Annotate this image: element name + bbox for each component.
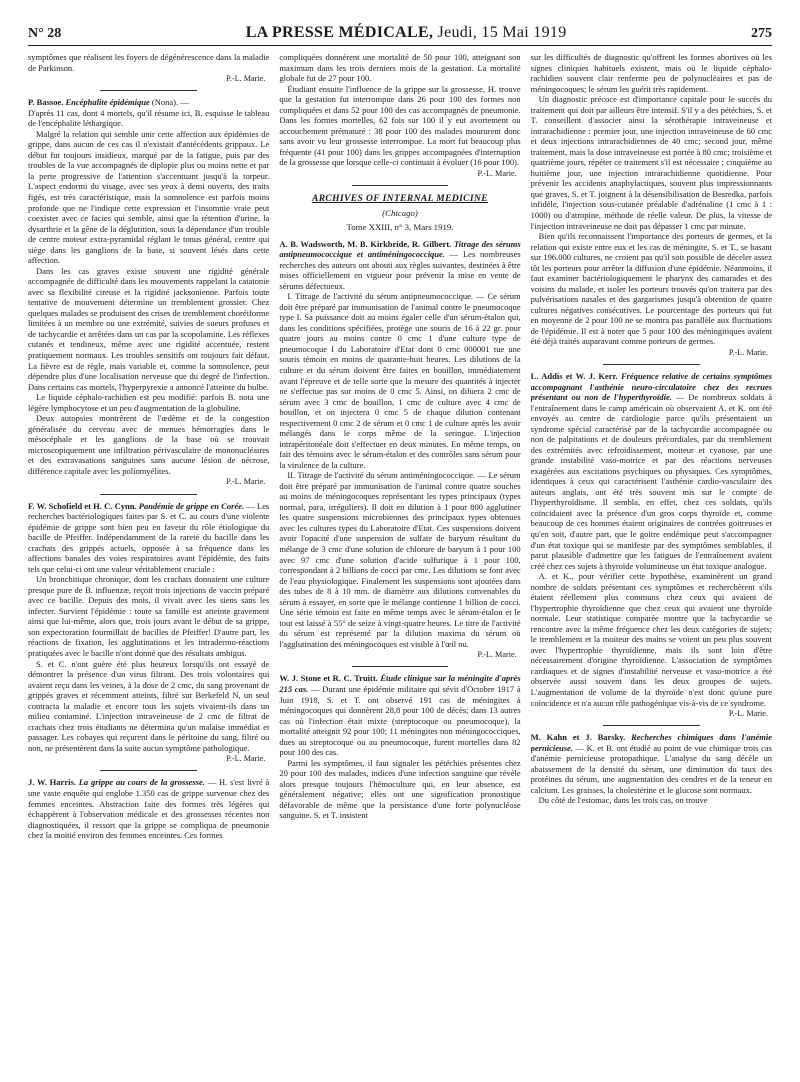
article-author: J. W. Harris. [28, 777, 76, 788]
paragraph: sur les difficultés de diagnostic qu'offrent les formes abortives où les signes cliniques habituels existent, mais où le liquide céphalo-rachidien souvent clair renferme peu de polynucléaires et pas de méningocoques; le sérum les guérit très rapidement. [530, 52, 772, 94]
signature: P.-L. Marie. [226, 477, 266, 487]
article-author: F. W. Schofield et H. C. Cynn. [28, 500, 137, 511]
paragraph: A. et K., pour vérifier cette hypothèse, examinèrent un grand nombre de soldats présentant ces symptômes et recherchèrent s'ils étaient réellement plus communs chez ceux qui avaient de l'hypertrophie thyroïdienne que chez ceux qui avaient une thyroïde normale. Leur statistique comparée montre que la tachycardie se rencontre avec la même fréquence chez les deux catégories de sujets; le tremblement et la moiteur des mains se voient un peu plus souvent avec l'hypertrophie thyroïdienne, mais ils sont loin d'être nécessairement d'origine thyroïdienne. L'association de symptômes cardiaques et de signes d'instabilité nerveuse et vaso-motrice a été observée aussi souvent dans les deux groupes de sujets. L'augmentation de volume de la thyroïde n'est donc qu'une pure coïncidence et n'a aucun rôle pathogénique vis-à-vis de ce syndrome. [530, 571, 772, 708]
intro-paragraph: symptômes que réalisent les foyers de dégénérescence dans la maladie de Parkinson. [28, 52, 270, 73]
article-heading-wadsworth [279, 239, 520, 292]
signature: P.-L. Marie. [728, 709, 768, 719]
article-heading-harris [28, 777, 269, 840]
paragraph: I. Titrage de l'activité du sérum antipneumococcique. — Ce sérum doit être préparé par immunisation de l'animal contre le pneumocoque type I. Sa puissance doit au moins égaler celle d'un sérum-étalon qui, dans les conditions spécifiées, protège une souris de 16 à 22 gr. pour quatre jours au moins contre 0 cmc 1 d'une culture type de pneumocoque I du Laboratoire d'Etat dont 0 cmc 000001 tue une souris témoin en moins de quarante-huit heures. Les dilutions de la culture et du sérum doivent être faites en bouillon, immédiatement avant l'épreuve et de telle sorte que la mesure des quantités à injecter ne s'effectue pas sur moins de 0 cmc 5. Ainsi, on diluera 2 cmc de sérum avec 3 cmc de bouillon, 1 cmc de culture avec 4 cmc de bouillon, et on injectera 0 cmc 5 de chaque dilution contenant respectivement 0 cmc 2 de sérum et 0 cmc 1 de culture après les avoir mélangés dans le corps même de la seringue. L'injection intrapéritonéale doit s'effectuer en deux minutes. En même temps, on fait des témoins avec le sérum-étalon et des contrôles sans sérum pour la virulence de la culture. [279, 291, 521, 470]
article-author: L. Addis et W. J. Kerr. [530, 371, 618, 382]
article-title: Encéphalite épidémique [65, 97, 150, 108]
separator [352, 185, 449, 186]
paragraph: S. et C. n'ont guère été plus heureux lorsqu'ils ont essayé de démontrer la présence d'un virus filtrant. Des trois volontaires qui avaient reçu dans les veines, à la dose de 2 cmc, du sang provenant de grippés graves et récemment atteints, filtré sur Berkefeld N, un seul contracta la maladie et encore tous les sujets vivaient-ils dans un milieu contaminé. L'injection intraveineuse de 2 cmc de filtrat de crachats chez trois étudiants ne détermina qu'un malaise immédiat et passager. Les cobayes qui reçurent dans le péritoine du sang, filtré ou non, ne présentèrent dans la suite aucun symptôme pathologique. [28, 658, 270, 753]
issue-number: N° 28 [28, 26, 62, 41]
paragraph: Un bronchitique chronique, dont les crachats donnaient une culture presque pure de B. influenzæ, reçoit trois injections de vaccin préparé avec ce bacille. Depuis des mois, il vivait avec les siens sans les infecter. Survient l'épidémie : toute sa famille est atteinte gravement ainsi que lui-même, alors que, trois jours avant le début de sa grippe, son expectoration fourmillait de bacilles de Pfeiffer! D'autre part, les réactions de fixation, les agglutinations et les intradermo-réactions pratiquées avec le bacille n'ont donné que des résultats ambigus. [28, 574, 270, 658]
paragraph: Deux autopsies montrèrent de l'œdème et de la congestion généralisée du cerveau avec de menues hémorragies dans le mésocéphale et les ganglions de la base où se trouvait microscopiquement une infiltration périvasculaire de mononucléaires et des extravasations sanguines sans aucune lésion de nécrose, différence capitale avec les poliomyélites. [28, 413, 270, 476]
column-3 [531, 52, 772, 1062]
issue-date: Jeudi, 15 Mai 1919 [437, 24, 567, 41]
signature: P.-L. Marie. [226, 754, 266, 764]
article-author: W. J. Stone et R. C. Truitt. [279, 673, 378, 684]
paragraph: II. Titrage de l'activité du sérum antiméningococcique. — Le sérum doit être préparé par immunisation de l'animal contre quatre souches au moins de méningocoques représentant les types principaux (types normal, para, irréguliers). Il doit en dilution à 1 pour 800 agglutiner les quatre suspensions microbiennes des principaux types obtenues avec les cultures types du Laboratoire d'Etat. Ces suspensions doivent avoir l'opacité d'une suspension de sulfate de baryum résultant du mélange de 3 cmc d'une solution de chlorure de baryum à 1 pour 100 avec 97 cmc d'une solution d'acide sulfurique à 1 pour 100, correspondant à 2 billions de cocci par cmc. Les dilutions se font avec de l'eau physiologique. Finalement les suspensions sont ajoutées dans des tubes de 8 à 10 mm. de diamètre aux dilutions convenables du sérum à essayer, en sorte que le mélange contienne 1 billion de cocci. Une série témoin est faite en même temps avec le sérum-étalon et le tout est laissé à 55° de seize à vingt-quatre heures. Le titre de l'activité du sérum est représenté par la dilution maxima du sérum où l'agglutination des méningocoques est visible à l'œil nu. [279, 470, 521, 649]
paragraph: — Durant une épidémie militaire qui sévit d'Octobre 1917 à Juin 1918, S. et T. ont observé 191 cas de méningites à méningocoques qui donnèrent 28,8 pour 100 de décès; dans 13 autres cas où l'infection était mixte (streptocoque ou pneumocoque), la mortalité atteignit 92 pour 100; 11 méningites non méningococciques, dues au streptocoque ou au pneumocoque, furent mortelles dans 82 pour 100 des cas. [279, 684, 521, 758]
paragraph: Le liquide céphalo-rachidien est peu modifié: parfois B. nota une légère lymphocytose et un peu d'augmentation de la globuline. [28, 392, 270, 413]
paragraph: Parmi les symptômes, il faut signaler les pétéchies présentes chez 20 pour 100 des malades, indices d'une infection sanguine que révèle alors presque toujours l'hémoculture qui, en leur absence, est généralement négative; elles ont une signification pronostique défavorable de même que la persistance d'une forte polynucléose sanguine. S. et T. insistent [279, 757, 521, 821]
paragraph: Étudiant ensuite l'influence de la grippe sur la grossesse, H. trouve que la gestation fut interrompue dans 26 pour 100 des formes non compliquées et dans 52 pour 100 des cas accompagnés de pneumonie. Dans les formes mortelles, 62 fois sur 100 il y eut avortement ou accouchement prématuré : 38 pour 100 des malades moururent donc sans avoir vu leur grossesse interrompue. La mort fut beaucoup plus fréquente (41 pour 100) dans les grippes accompagnées d'interruption de la grossesse que lorsque celle-ci continuait à évoluer (16 pour 100). [279, 83, 521, 168]
journal-section-city: (Chicago) [382, 207, 418, 218]
column-1 [28, 52, 269, 1062]
journal-name: LA PRESSE MÉDICALE, [245, 24, 434, 41]
separator [100, 770, 197, 771]
separator [603, 725, 700, 726]
signature: P.-L. Marie. [477, 168, 517, 178]
signature: P.-L. Marie. [728, 347, 768, 357]
paragraph: Bien qu'ils reconnaissent l'importance des porteurs de germes, et la relation qui existe entre eux et les cas de méningite, S. et T., se basant sur 196.000 cultures, ne croient pas qu'il soit possible de déceler assez tôt les porteurs pour arrêter la diffusion d'une épidémie. Néanmoins, il faut examiner bactériologiquement le pharynx des camarades et des voisins du malade, et isoler les porteurs trouvés qu'on traitera par des pulvérisations nasales et des gargarismes jusqu'à obtention de quatre cultures négatives consécutives. Le pourcentage des porteurs qui fut en moyenne de 2 pour 100 ne se montra pas parallèle aux fluctuations de l'épidémie. Il est à noter que 5 pour 100 des méningitiques avaient été déjà traités auparavant comme porteurs de germes. [530, 231, 772, 347]
article-heading-schofield [28, 501, 269, 575]
article-author: M. Kahn et J. Barsky. [530, 732, 626, 743]
paragraph: — K. et B. ont étudié au point de vue chimique trois cas d'anémie pernicieuse protopathique. L'analyse du sang décèle un abaissement de la densité du sérum, une diminution du taux des protéines du sérum, une augmentation des cendres et de la teneur en calcium. Les graisses, la cholestérine et le glucose sont normaux. [530, 742, 772, 795]
paragraph: D'après 11 cas, dont 4 mortels, qu'il résume ici, B. esquisse le tableau de l'encéphalite léthargique. [28, 107, 270, 129]
journal-section-header [279, 194, 520, 233]
signature: P.-L. Marie. [477, 650, 517, 660]
article-source: (Nona). — [151, 97, 189, 108]
separator [100, 494, 197, 495]
article-title: Fréquence relative de certains symptômes accompagnant l'asthénie neuro-circulatoire chez des recrues présentant ou non de l'hyperthyroïdie. [530, 371, 772, 403]
article-author: A. B. Wadsworth, M. B. Kirkbride, R. Gilbert. [279, 238, 452, 249]
columns [28, 52, 772, 1062]
separator [100, 90, 197, 91]
page-number: 275 [750, 26, 772, 41]
article-heading-kahn [531, 732, 772, 795]
paragraph: — Les recherches bactériologiques faites par S. et C. au cours d'une violente épidémie de grippe sont bien peu en faveur du rôle étiologique du bacille de Pfeiffer. Indépendamment de la rareté du bacille dans les crachats des grippés actuels, opposée à sa fréquence dans les affections banales des voies respiratoires avant l'épidémie, des faits tels que celui-ci ont une valeur véritablement cruciale : [28, 500, 270, 574]
article-heading-addis [531, 371, 772, 571]
journal-section-name: ARCHIVES OF INTERNAL MEDICINE [311, 194, 489, 205]
paragraph: Dans les cas graves existe souvent une rigidité générale accompagnée de difficulté dans les mouvements rappelant la catatonie avec sa flexibilité cireuse et la rigidité jacksonienne. Parfois toute tentative de mouvement détermine un tremblement grossier. Chez quelques malades se produisent des crises de tremblement choréiforme limitées à un membre ou une extrémité, suivies de sueurs profuses et de tachycardie et arrêtées dans un cas par la scopolamine. Les réflexes cutanés et tendineux, même avec une rigidité accentuée, restent pratiquement normaux. Les troubles sensitifs ont toujours fait défaut. La fièvre est de règle, mais variable et, comme la somnolence, peut dépendre plus d'une localisation nerveuse que du degré de l'infection. Dans certains cas mortels, l'hyperpyrexie a annoncé l'atteinte du bulbe. [28, 265, 270, 392]
paragraph: Malgré la relation qui semble unir cette affection aux épidémies de grippe, dans aucun de ces cas il n'existait d'antécédents grippaux. Le début fut toujours insidieux, marqué par de la fatigue, puis par des troubles de la vue accompagnés de diplopie plus ou moins nette et par la perte progressive de l'attention s'accentuant jusqu'à la torpeur. L'aspect endormi du visage, avec ses yeux à demi ouverts, des traits figés, est très caractéristique, mais la somnolence est parfois moins profonde que ne l'indique cette expression et l'insomnie vraie peut coexister avec ce facies qui semble, ainsi que la rétention d'urine, la dysarthrie et la gêne de la déglutition, sous la dépendance d'un trouble de centre moteur extra-pyramidal réglant le tonus général, centre qui siège dans les ganglions de la base, si souvent lésés dans cette affection. [28, 128, 270, 266]
journal-title [246, 24, 567, 42]
article-title: Recherches chimiques dans l'anémie pernicieuse. [530, 732, 772, 753]
article-heading-bassoe [28, 97, 269, 108]
separator [352, 666, 449, 667]
article-heading-stone [279, 673, 520, 757]
paragraph: Du côté de l'estomac, dans les trois cas, on trouve [538, 795, 708, 806]
signature: P.-L. Marie. [226, 74, 266, 84]
paragraph: — Les nombreuses recherches des auteurs ont abouti aux règles suivantes, destinées à être mises officiellement en vigueur pour prévenir la mise en vente de sérums défectueux. [279, 249, 521, 291]
article-title: La grippe au cours de la grossesse. [78, 777, 205, 788]
separator [603, 364, 700, 365]
article-title: Étude clinique sur la méningite d'après 215 cas. [279, 673, 521, 695]
journal-section-tome: Tome XXIII, n° 3, Mars 1919. [346, 221, 454, 232]
article-author: P. Bassoe. [28, 97, 64, 108]
paragraph: — H. s'est livré à une vaste enquête qui englobe 1.350 cas de grippe survenue chez des femmes enceintes. Abstraction faite des formes très légères qui échappèrent à l'observation médicale et des grossesses récentes non diagnostiquées, il ressort que la grippe se compliqua de pneumonie chez la moitié environ des femmes enceintes. Ces formes [28, 777, 270, 841]
running-header [28, 24, 772, 46]
paragraph: — De nombreux soldats à l'entraînement dans le camp américain où observaient A. et K. ont été envoyés au centre de cardiologie parce qu'ils présentaient un syndrome spécial caractérisé par de la tachycardie accompagnée ou non de palpitations et de douleurs précordiales, par du tremblement des extrémités avec refroidissement, moiteur et cyanose, par une grande instabilité vaso-motrice et par des réactions nerveuses exagérées aux excitations psychiques ou physiques. Ces symptômes, identiques à ceux qui caractérisent l'asthénie cardio-vasculaire des auteurs anglais, ont été très souvent mis sur le compte de l'hyperthyroïdisme. Il sembla, en effet, chez ces soldats, qu'ils coïncidaient avec la présence d'un gros corps thyroïde et, comme beaucoup de ces hommes étaient originaires de contrées goitreuses et qu'en soit, d'autre part, que le goitre endémique peut s'accompagner d'un état toxique qui se manifeste par des symptômes semblables, il parut plausible d'admettre que les fatigues de l'entraînement avaient créé chez ces sujets à thyroïde volumineuse un état toxique analogue. [530, 392, 772, 571]
paragraph: compliquées donnèrent une mortalité de 50 pour 100, atteignant son maximum dans les trois derniers mois de la gestation. La mortalité globale fut de 27 pour 100. [279, 52, 521, 84]
paragraph: Un diagnostic précoce est d'importance capitale pour le succès du traitement qui doit par ailleurs être intensif. S'il y a des pétéchies, S. et T. conseillent d'associer ainsi la sérothérapie intraveineuse et intrarachidienne : premier jour, une injection intraveineuse de 60 cmc et deux injections intrarachidiennes de 40 cmc; second jour, même traitement, mais la dose intraveineuse est portée à 80 cmc; troisième et quatrième jours, répéter ce traitement s'il est nécessaire ; cinquième au huitième jour, une injection intrarachidienne quotidienne. Pour prévenir les accidents anaphylactiques, souvent plus impressionnants que graves, S. et T. joignent à la désensibilisation de Besredka, parfois infidèle, l'injection sous-cutanée préalable d'adrénaline (1 cmc à 1 : 1000) ou d'atropine, méthode de réelle valeur. De plus, la vitesse de l'injection intraveineuse ne doit pas dépasser 1 cmc par minute. [530, 94, 772, 231]
article-title: Titrage des sérums antipneumococcique et antiméningococcique. [279, 238, 521, 260]
article-title: Pandémie de grippe en Corée. [138, 500, 245, 511]
column-2 [279, 52, 520, 1062]
